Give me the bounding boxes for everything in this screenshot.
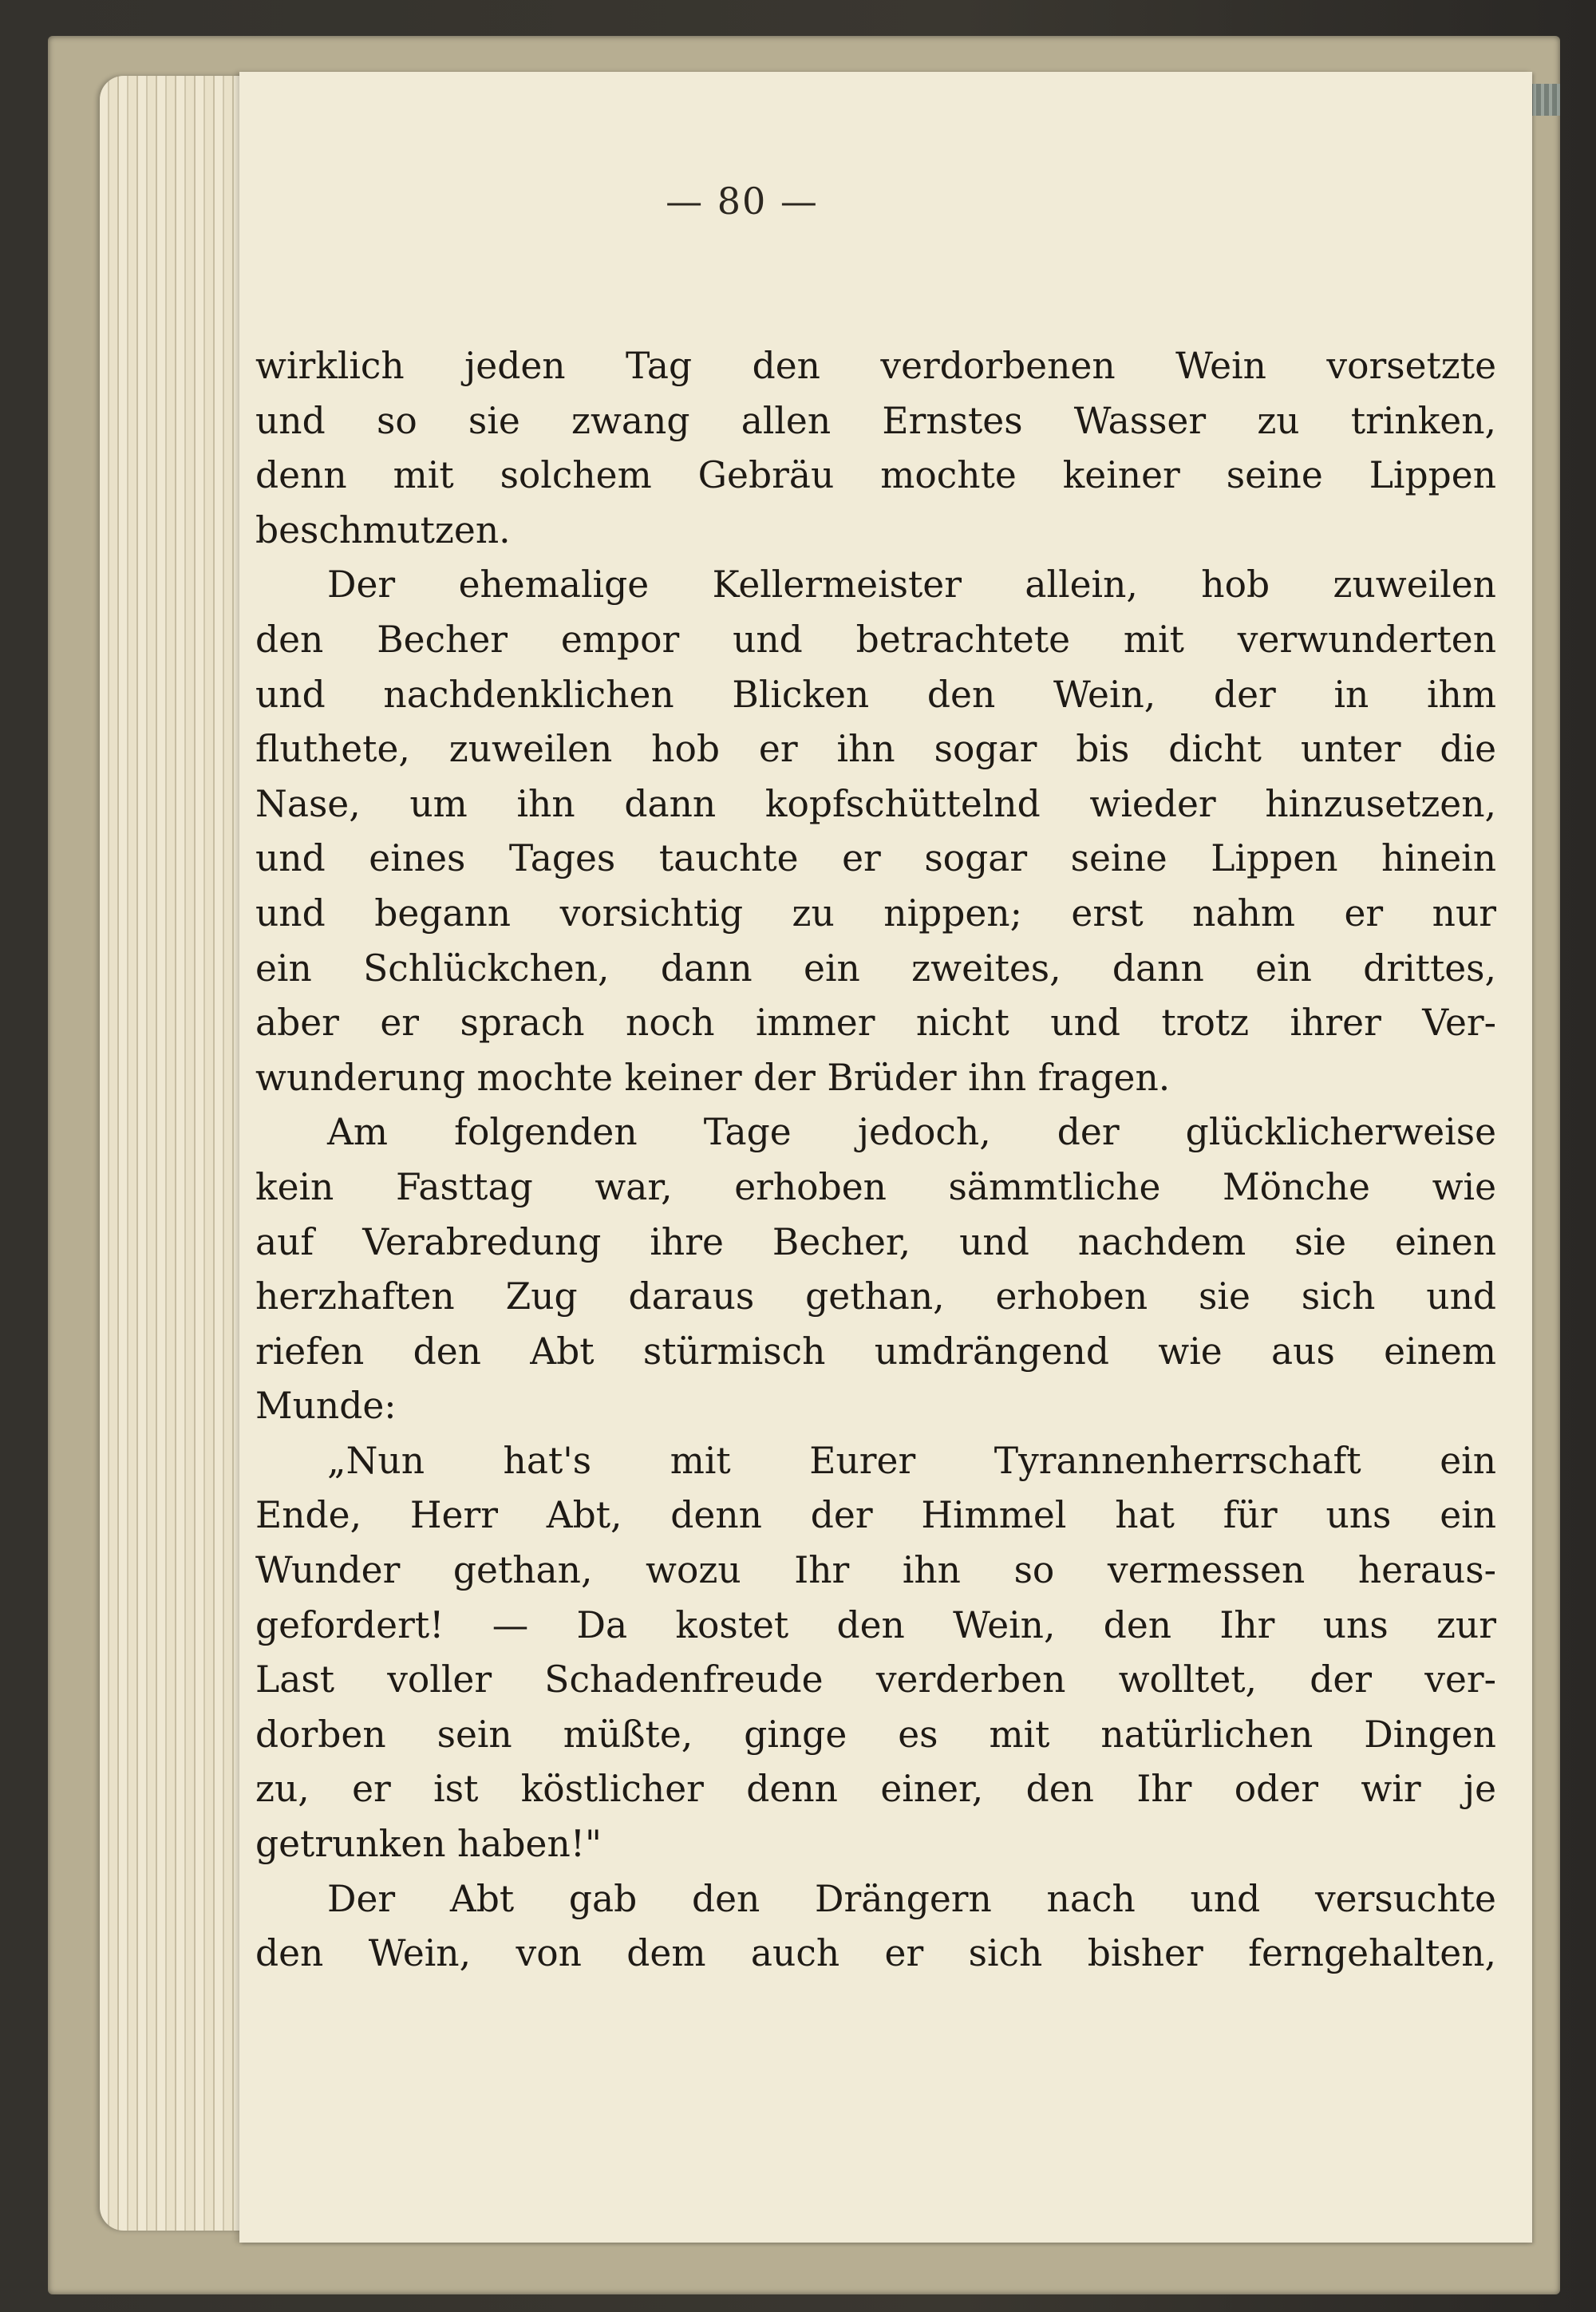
text-line: kein Fasttag war, erhoben sämmtliche Mönche wie [255,1165,1496,1208]
text-line: Last voller Schadenfreude verderben wolltet, der ver- [255,1658,1496,1701]
text-line: wirklich jeden Tag den verdorbenen Wein vorsetzte [255,345,1496,387]
text-line: auf Verabredung ihre Becher, und nachdem sie einen [255,1220,1496,1263]
text-line: getrunken haben!" [255,1823,602,1866]
text-line: Am folgenden Tage jedoch, der glücklicherweise [327,1111,1496,1154]
text-line: den Becher empor und betrachtete mit verwunderten [255,618,1496,661]
text-line: ein Schlückchen, dann ein zweites, dann ein drittes, [255,947,1496,990]
text-line: „Nun hat's mit Eurer Tyrannenherrschaft ein [327,1439,1496,1482]
text-line: herzhaften Zug daraus gethan, erhoben sie sich und [255,1275,1496,1318]
text-line: den Wein, von dem auch er sich bisher ferngehalten, [255,1932,1496,1975]
text-line: denn mit solchem Gebräu mochte keiner seine Lippen [255,454,1496,497]
text-line: und so sie zwang allen Ernstes Wasser zu trinken, [255,399,1496,442]
page-number: — 80 — [666,180,819,223]
text-line: und eines Tages tauchte er sogar seine Lippen hinein [255,837,1496,880]
text-line: Wunder gethan, wozu Ihr ihn so vermessen heraus- [255,1549,1496,1592]
text-line: gefordert! — Da kostet den Wein, den Ihr uns zur [255,1603,1496,1646]
page-edges [100,76,251,2231]
text-line: aber er sprach noch immer nicht und trotz ihrer Ver- [255,1002,1496,1045]
text-line: dorben sein müßte, ginge es mit natürlichen Dingen [255,1713,1496,1756]
text-line: Der ehemalige Kellermeister allein, hob zuweilen [327,563,1496,607]
body-text [255,339,1496,1982]
text-line: Munde: [255,1385,397,1428]
text-line: riefen den Abt stürmisch umdrängend wie aus einem [255,1330,1496,1373]
text-line: und begann vorsichtig zu nippen; erst nahm er nur [255,891,1496,935]
text-line: Ende, Herr Abt, denn der Himmel hat für uns ein [255,1494,1496,1537]
text-line: Der Abt gab den Drängern nach und versuchte [327,1877,1496,1920]
text-line: und nachdenklichen Blicken den Wein, der in ihm [255,673,1496,716]
text-line: zu, er ist köstlicher denn einer, den Ihr oder wir je [255,1768,1496,1811]
text-line: Nase, um ihn dann kopfschüttelnd wieder hinzusetzen, [255,782,1496,825]
text-line: beschmutzen. [255,508,511,551]
text-line: fluthete, zuweilen hob er ihn sogar bis dicht unter die [255,728,1496,771]
text-line: wunderung mochte keiner der Brüder ihn fragen. [255,1056,1171,1099]
